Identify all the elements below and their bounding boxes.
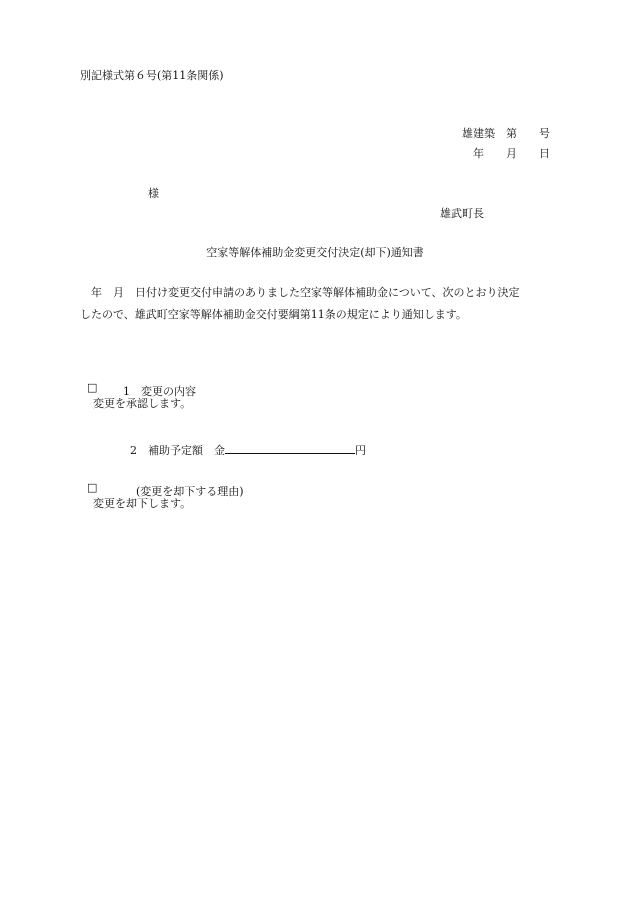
document-number: 雄建築 第 号 bbox=[462, 127, 550, 140]
document-title: 空家等解体補助金変更交付決定(却下)通知書 bbox=[206, 246, 424, 259]
addressee-honorific: 様 bbox=[148, 187, 159, 200]
body-line-2: したので、雄武町空家等解体補助金交付要綱第11条の規定により通知します。 bbox=[80, 308, 467, 321]
document-date: 年 月 日 bbox=[473, 147, 550, 160]
reject-reason: (変更を却下する理由) bbox=[136, 485, 244, 498]
reject-label: 変更を却下します。 bbox=[93, 497, 192, 510]
form-label: 別記様式第６号(第11条関係) bbox=[80, 69, 224, 82]
body-line-1: 年 月 日付け変更交付申請のありました空家等解体補助金について、次のとおり決定 bbox=[80, 286, 520, 299]
subsidy-amount-label: 2 補助予定額 金 bbox=[130, 444, 225, 457]
subsidy-amount-unit: 円 bbox=[355, 444, 366, 457]
approve-checkbox[interactable]: □ bbox=[87, 381, 98, 394]
subsidy-amount-row bbox=[123, 425, 366, 459]
reject-checkbox[interactable]: □ bbox=[87, 481, 98, 494]
approve-label: 変更を承認します。 bbox=[93, 397, 192, 410]
issuer-name: 雄武町長 bbox=[440, 207, 484, 220]
change-contents-item: 1 変更の内容 bbox=[123, 385, 196, 398]
subsidy-amount-field[interactable] bbox=[225, 441, 355, 454]
